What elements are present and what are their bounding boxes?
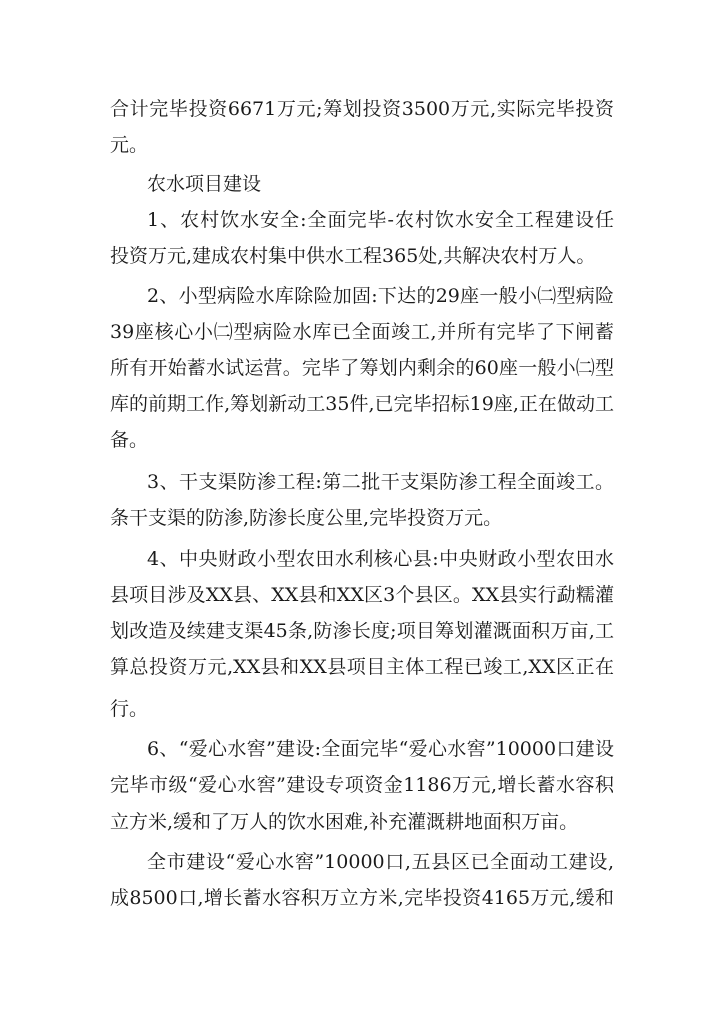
line-text: 投资万元,建成农村集中供水工程365处,共解决农村万人。: [110, 245, 596, 267]
line-text: 完毕市级“爱心水窖”建设专项资金1186万元,增长蓄水容积: [110, 774, 614, 796]
line-text: 算总投资万元,XX县和XX县项目主体工程已竣工,XX区正在: [110, 656, 614, 678]
line-text: 3、干支渠防渗工程:第二批干支渠防渗工程全面竣工。: [147, 471, 614, 493]
line-text: 县项目涉及XX县、XX县和XX区3个县区。XX县实行勐糯灌: [110, 584, 614, 606]
line-text: 行。: [110, 698, 149, 720]
line-text: 元。: [110, 134, 149, 156]
line-text: 条干支渠的防渗,防渗长度公里,完毕投资万元。: [110, 507, 503, 529]
line-text: 全市建设“爱心水窖”10000口,五县区已全面动工建设,: [147, 851, 614, 873]
line-text: 1、农村饮水安全:全面完毕-农村饮水安全工程建设任: [147, 209, 614, 231]
heading-text: 农水项目建设: [147, 173, 262, 195]
line-text: 6、“爱心水窖”建设:全面完毕“爱心水窖”10000口建设: [147, 738, 614, 760]
line-text: 所有开始蓄水试运营。完毕了筹划内剩余的60座一般小㈡型: [110, 357, 614, 379]
line-text: 合计完毕投资6671万元;筹划投资3500万元,实际完毕投资: [110, 98, 614, 120]
line-text: 立方米,缓和了万人的饮水困难,补充灌溉耕地面积万亩。: [110, 811, 579, 833]
line-text: 2、小型病险水库除险加固:下达的29座一般小㈡型病险: [147, 285, 614, 307]
line-text: 39座核心小㈡型病险水库已全面竣工,并所有完毕了下闸蓄: [110, 321, 614, 343]
line-text: 库的前期工作,筹划新动工35件,已完毕招标19座,正在做动工: [110, 393, 614, 415]
line-text: 备。: [110, 429, 149, 451]
line-text: 划改造及续建支渠45条,防渗长度;项目筹划灌溉面积万亩,工: [110, 620, 614, 642]
line-text: 4、中央财政小型农田水利核心县:中央财政小型农田水: [147, 548, 614, 570]
line-text: 成8500口,增长蓄水容积万立方米,完毕投资4165万元,缓和: [110, 887, 614, 909]
